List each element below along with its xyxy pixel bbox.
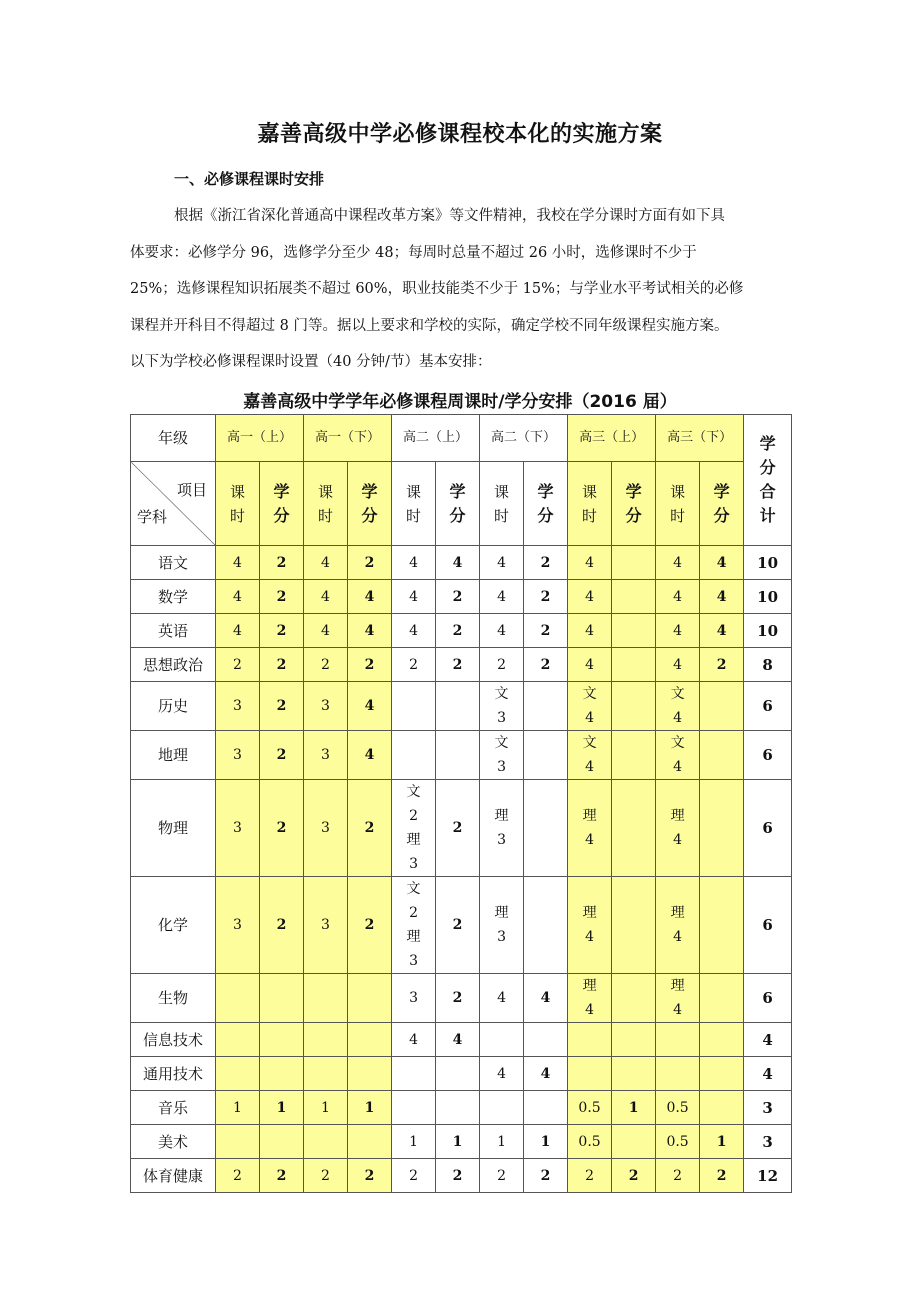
hours-cell: 0.5 [656, 1091, 700, 1125]
credit-cell: 2 [260, 546, 304, 580]
table-title: 嘉善高级中学学年必修课程周课时/学分安排（2016 届） [243, 392, 677, 412]
hours-cell: 4 [480, 546, 524, 580]
credit-cell: 2 [348, 648, 392, 682]
table-row [131, 682, 792, 731]
subject-cell: 美术 [131, 1125, 216, 1159]
hours-cell: 文 3 [480, 731, 524, 780]
hours-cell [656, 1023, 700, 1057]
hours-cell: 4 [568, 648, 612, 682]
credit-cell [524, 682, 568, 731]
subject-cell: 音乐 [131, 1091, 216, 1125]
credit-cell [612, 780, 656, 877]
hours-cell: 3 [392, 974, 436, 1023]
subject-cell: 物理 [131, 780, 216, 877]
diagonal-header [131, 462, 216, 546]
table-row [131, 877, 792, 974]
section-heading: 一、必修课程课时安排 [174, 170, 325, 188]
credit-cell [700, 974, 744, 1023]
hours-cell: 3 [216, 877, 260, 974]
hours-cell: 4 [304, 580, 348, 614]
credit-cell [524, 1091, 568, 1125]
subject-cell: 信息技术 [131, 1023, 216, 1057]
hours-header: 课 时 [480, 462, 524, 546]
credit-cell [612, 731, 656, 780]
credit-cell [348, 1125, 392, 1159]
hours-cell: 2 [216, 648, 260, 682]
hours-cell: 2 [480, 1159, 524, 1193]
credit-cell [612, 877, 656, 974]
credit-cell [436, 731, 480, 780]
credit-cell [700, 1023, 744, 1057]
credit-cell [348, 974, 392, 1023]
credit-cell: 2 [436, 614, 480, 648]
hours-cell: 2 [216, 1159, 260, 1193]
table-row [131, 1125, 792, 1159]
credit-header: 学 分 [260, 462, 304, 546]
credit-cell: 2 [700, 1159, 744, 1193]
subject-cell: 历史 [131, 682, 216, 731]
table-row [131, 1159, 792, 1193]
table-row [131, 648, 792, 682]
hours-cell: 2 [656, 1159, 700, 1193]
hours-cell: 文 2 理 3 [392, 780, 436, 877]
table-row [131, 614, 792, 648]
hours-cell: 0.5 [656, 1125, 700, 1159]
term-header: 高二（上） [392, 415, 480, 462]
table-row [131, 580, 792, 614]
paragraph-line: 根据《浙江省深化普通高中课程改革方案》等文件精神，我校在学分课时方面有如下具 [174, 208, 725, 224]
hours-cell: 3 [216, 682, 260, 731]
credit-cell: 1 [436, 1125, 480, 1159]
credit-cell: 1 [260, 1091, 304, 1125]
hours-cell: 4 [216, 546, 260, 580]
credit-cell: 2 [348, 1159, 392, 1193]
credit-cell [612, 546, 656, 580]
total-cell: 6 [744, 974, 792, 1023]
credit-cell [348, 1023, 392, 1057]
credit-cell [260, 1057, 304, 1091]
table-row [131, 1091, 792, 1125]
hours-header: 课 时 [216, 462, 260, 546]
table-row [131, 546, 792, 580]
credit-cell: 1 [700, 1125, 744, 1159]
hours-cell: 理 4 [656, 877, 700, 974]
subject-cell: 生物 [131, 974, 216, 1023]
credit-header: 学 分 [436, 462, 480, 546]
hours-cell: 4 [656, 546, 700, 580]
subject-cell: 思想政治 [131, 648, 216, 682]
subject-cell: 数学 [131, 580, 216, 614]
hours-cell: 4 [216, 614, 260, 648]
credit-cell [524, 780, 568, 877]
credit-cell [612, 1023, 656, 1057]
hours-header: 课 时 [656, 462, 700, 546]
credit-cell: 2 [260, 780, 304, 877]
credit-cell: 2 [436, 877, 480, 974]
credit-cell: 2 [524, 614, 568, 648]
credit-cell [524, 877, 568, 974]
credit-cell: 2 [524, 1159, 568, 1193]
total-cell: 6 [744, 731, 792, 780]
subject-cell: 体育健康 [131, 1159, 216, 1193]
grade-label: 年级 [131, 415, 216, 462]
hours-cell: 2 [480, 648, 524, 682]
credit-cell: 4 [700, 580, 744, 614]
hours-cell: 0.5 [568, 1091, 612, 1125]
credit-cell: 2 [260, 1159, 304, 1193]
hours-cell: 3 [304, 731, 348, 780]
hours-cell: 4 [392, 614, 436, 648]
credit-header: 学 分 [612, 462, 656, 546]
subject-cell: 化学 [131, 877, 216, 974]
hours-cell [392, 1057, 436, 1091]
hours-cell: 文 4 [568, 731, 612, 780]
hours-cell: 理 4 [656, 780, 700, 877]
term-header: 高一（上） [216, 415, 304, 462]
credit-cell: 4 [348, 731, 392, 780]
credit-cell [700, 780, 744, 877]
total-cell: 6 [744, 877, 792, 974]
table-row [131, 1057, 792, 1091]
total-cell: 3 [744, 1125, 792, 1159]
credit-cell: 2 [260, 682, 304, 731]
hours-cell: 文 4 [656, 731, 700, 780]
hours-cell [392, 1091, 436, 1125]
paragraph-line: 体要求：必修学分 96，选修学分至少 48；每周时总量不超过 26 小时，选修课时不少于 [130, 244, 697, 261]
credit-header: 学 分 [348, 462, 392, 546]
hours-cell: 4 [216, 580, 260, 614]
credit-cell [700, 682, 744, 731]
hours-cell: 3 [304, 877, 348, 974]
hours-cell: 4 [480, 614, 524, 648]
term-header: 高三（下） [656, 415, 744, 462]
total-cell: 6 [744, 780, 792, 877]
credit-cell [260, 1023, 304, 1057]
total-cell: 12 [744, 1159, 792, 1193]
hours-cell [304, 974, 348, 1023]
hours-cell: 文 3 [480, 682, 524, 731]
hours-cell: 1 [216, 1091, 260, 1125]
credit-cell: 2 [436, 974, 480, 1023]
project-label: 项目 [176, 481, 207, 499]
term-header: 高一（下） [304, 415, 392, 462]
hours-cell [480, 1023, 524, 1057]
hours-cell: 3 [216, 731, 260, 780]
paragraph-line: 课程并开科目不得超过 8 门等。据以上要求和学校的实际，确定学校不同年级课程实施方案。 [130, 317, 729, 334]
hours-header: 课 时 [568, 462, 612, 546]
credit-cell [612, 614, 656, 648]
hours-cell: 4 [568, 614, 612, 648]
total-cell: 4 [744, 1057, 792, 1091]
hours-cell: 文 2 理 3 [392, 877, 436, 974]
credit-cell [524, 1023, 568, 1057]
hours-cell: 4 [392, 546, 436, 580]
hours-cell [304, 1125, 348, 1159]
hours-cell: 0.5 [568, 1125, 612, 1159]
credit-cell: 2 [348, 546, 392, 580]
hours-cell: 1 [480, 1125, 524, 1159]
hours-cell [480, 1091, 524, 1125]
document-title: 嘉善高级中学必修课程校本化的实施方案 [257, 122, 663, 147]
curriculum-table [130, 414, 792, 1193]
table-row [131, 974, 792, 1023]
credit-cell [436, 682, 480, 731]
subject-label: 学科 [137, 508, 168, 526]
hours-cell: 4 [480, 974, 524, 1023]
hours-cell: 4 [392, 1023, 436, 1057]
hours-cell [216, 1023, 260, 1057]
hours-cell: 理 4 [656, 974, 700, 1023]
hours-cell: 3 [304, 682, 348, 731]
subject-cell: 语文 [131, 546, 216, 580]
credit-cell [612, 974, 656, 1023]
credit-cell [700, 877, 744, 974]
credit-header: 学 分 [700, 462, 744, 546]
credit-cell: 4 [436, 1023, 480, 1057]
term-header: 高三（上） [568, 415, 656, 462]
hours-cell: 理 4 [568, 780, 612, 877]
credit-cell [436, 1091, 480, 1125]
hours-cell [216, 1057, 260, 1091]
hours-cell [304, 1023, 348, 1057]
credit-cell: 2 [436, 1159, 480, 1193]
total-cell: 3 [744, 1091, 792, 1125]
credit-cell [260, 1125, 304, 1159]
hours-cell [392, 682, 436, 731]
hours-cell [304, 1057, 348, 1091]
hours-cell: 4 [568, 546, 612, 580]
credit-cell: 4 [436, 546, 480, 580]
hours-cell: 4 [392, 580, 436, 614]
credit-cell: 1 [524, 1125, 568, 1159]
credit-cell: 2 [260, 580, 304, 614]
sub-header-row [131, 462, 792, 546]
credit-cell: 1 [348, 1091, 392, 1125]
credit-cell: 2 [260, 614, 304, 648]
credit-cell [348, 1057, 392, 1091]
credit-cell: 4 [700, 546, 744, 580]
credit-cell: 2 [260, 648, 304, 682]
subject-cell: 英语 [131, 614, 216, 648]
credit-header: 学 分 [524, 462, 568, 546]
total-cell: 6 [744, 682, 792, 731]
credit-cell: 4 [348, 682, 392, 731]
subject-cell: 通用技术 [131, 1057, 216, 1091]
credit-cell: 4 [524, 974, 568, 1023]
hours-cell: 4 [304, 614, 348, 648]
hours-cell: 2 [304, 648, 348, 682]
hours-cell: 2 [568, 1159, 612, 1193]
credit-cell: 4 [348, 614, 392, 648]
credit-cell: 2 [524, 546, 568, 580]
hours-cell: 文 4 [568, 682, 612, 731]
credit-cell: 2 [700, 648, 744, 682]
hours-cell [568, 1023, 612, 1057]
credit-cell: 2 [260, 877, 304, 974]
hours-cell: 4 [480, 1057, 524, 1091]
term-header-row [131, 415, 792, 462]
total-cell: 10 [744, 580, 792, 614]
credit-cell [436, 1057, 480, 1091]
hours-cell [568, 1057, 612, 1091]
hours-cell: 理 4 [568, 877, 612, 974]
hours-cell: 4 [656, 614, 700, 648]
term-header: 高二（下） [480, 415, 568, 462]
hours-cell [216, 1125, 260, 1159]
total-cell: 10 [744, 546, 792, 580]
credit-cell: 4 [348, 580, 392, 614]
table-row [131, 731, 792, 780]
credit-cell [700, 1057, 744, 1091]
hours-cell: 3 [304, 780, 348, 877]
credit-cell: 2 [348, 780, 392, 877]
hours-cell: 2 [392, 1159, 436, 1193]
credit-cell: 2 [612, 1159, 656, 1193]
credit-cell [700, 731, 744, 780]
credit-cell: 4 [700, 614, 744, 648]
hours-cell: 1 [304, 1091, 348, 1125]
hours-cell [656, 1057, 700, 1091]
credit-cell [260, 974, 304, 1023]
hours-cell: 理 3 [480, 877, 524, 974]
total-cell: 4 [744, 1023, 792, 1057]
credit-total-header: 学 分 合 计 [744, 415, 792, 546]
hours-cell: 1 [392, 1125, 436, 1159]
credit-cell: 1 [612, 1091, 656, 1125]
table-row [131, 780, 792, 877]
credit-cell: 4 [524, 1057, 568, 1091]
credit-cell: 2 [524, 648, 568, 682]
hours-cell: 4 [480, 580, 524, 614]
paragraph-line: 25%；选修课程知识拓展类不超过 60%，职业技能类不少于 15%；与学业水平考试相关的必修 [130, 281, 744, 297]
total-cell: 10 [744, 614, 792, 648]
hours-cell: 4 [656, 580, 700, 614]
hours-cell [392, 731, 436, 780]
credit-cell [612, 1057, 656, 1091]
hours-header: 课 时 [392, 462, 436, 546]
hours-cell [216, 974, 260, 1023]
subject-cell: 地理 [131, 731, 216, 780]
credit-cell: 2 [436, 780, 480, 877]
credit-cell: 2 [348, 877, 392, 974]
credit-cell [524, 731, 568, 780]
hours-header: 课 时 [304, 462, 348, 546]
hours-cell: 2 [304, 1159, 348, 1193]
hours-cell: 3 [216, 780, 260, 877]
hours-cell: 理 4 [568, 974, 612, 1023]
hours-cell: 4 [568, 580, 612, 614]
credit-cell [612, 580, 656, 614]
hours-cell: 2 [392, 648, 436, 682]
hours-cell: 4 [656, 648, 700, 682]
credit-cell: 2 [436, 648, 480, 682]
total-cell: 8 [744, 648, 792, 682]
credit-cell: 2 [436, 580, 480, 614]
credit-cell: 2 [260, 731, 304, 780]
credit-cell [612, 682, 656, 731]
credit-cell: 2 [524, 580, 568, 614]
hours-cell: 4 [304, 546, 348, 580]
credit-cell [612, 1125, 656, 1159]
intro-paragraph [130, 198, 790, 381]
hours-cell: 文 4 [656, 682, 700, 731]
paragraph-line: 以下为学校必修课程课时设置（40 分钟/节）基本安排： [130, 354, 492, 370]
table-row [131, 1023, 792, 1057]
credit-cell [700, 1091, 744, 1125]
credit-cell [612, 648, 656, 682]
hours-cell: 理 3 [480, 780, 524, 877]
